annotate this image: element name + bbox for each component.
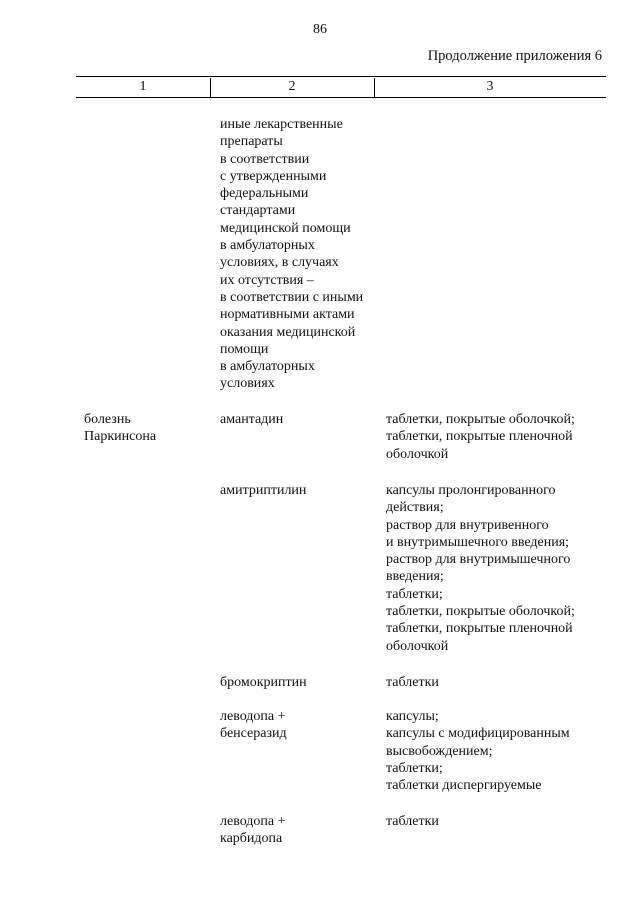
dosage-forms: таблетки, покрытые оболочкой; таблетки, покрытые пленочной оболочкой (386, 412, 575, 462)
column-header-3: 3 (486, 79, 494, 94)
dosage-forms: таблетки (386, 814, 439, 829)
drug-name: леводопа + карбидопа (220, 814, 286, 847)
page-number: 86 (313, 22, 327, 37)
drug-name: амитриптилин (220, 483, 307, 498)
drug-name: амантадин (220, 412, 284, 427)
intro-drug-text: иные лекарственные препараты в соответствии с утвержденными федеральными стандартами медицинской помощи в амбулаторных условиях, в случаях их отсутствия – в соответствии с иными нормативными актами оказания медицинской помощи в амбулаторных условиях (220, 117, 364, 392)
column-header-2: 2 (288, 79, 296, 94)
table-top-border (76, 76, 606, 77)
drug-name: леводопа + бенсеразид (220, 709, 287, 742)
dosage-forms: капсулы пролонгированного действия; раствор для внутривенного и внутримышечного введения; раствор для внутримышечного введения; таблетки; таблетки, покрытые оболочкой; таблетки, покрытые пленочной оболочкой (386, 483, 575, 654)
table-header-row (76, 78, 606, 98)
disease-name: болезнь Паркинсона (84, 412, 157, 445)
dosage-forms: капсулы; капсулы с модифицированным высвобождением; таблетки; таблетки диспергируемые (386, 709, 570, 794)
column-header-1: 1 (139, 79, 147, 94)
dosage-forms: таблетки (386, 675, 439, 690)
continuation-label: Продолжение приложения 6 (427, 48, 602, 64)
drug-name: бромокриптин (220, 675, 307, 690)
